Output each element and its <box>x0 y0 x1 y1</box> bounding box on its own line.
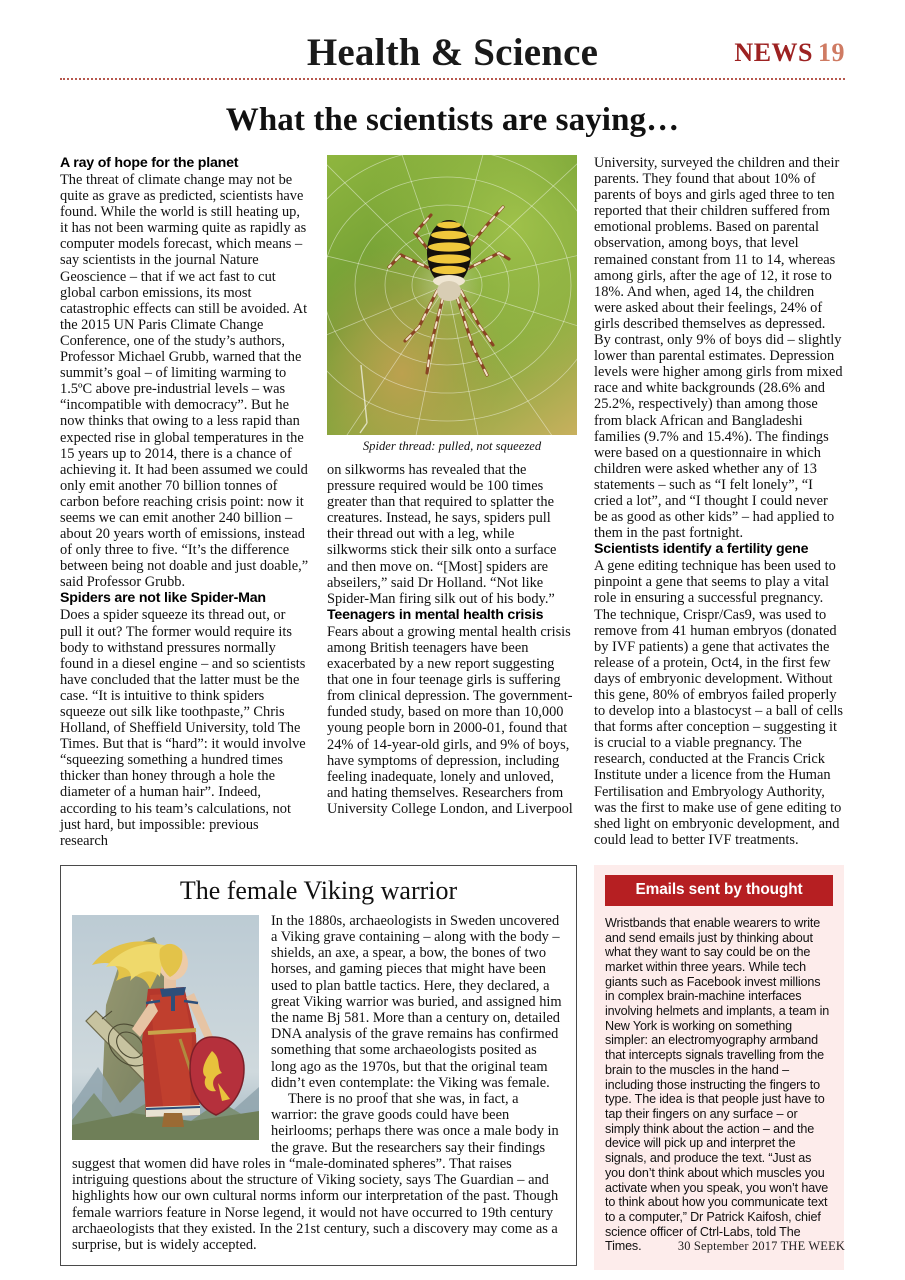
masthead-divider <box>60 78 845 80</box>
body-ray-of-hope: The threat of climate change may not be quite as grave as predicted, scientists have found. While the world is still heating up, it has not been warming quite as rapidly as computer models forecast, which means – say scientists in the journal Nature Geoscience – that if we act fast to cut global carbon emissions, its most catastrophic effects can still be avoided. At the 2015 UN Paris Climate Change Conference, one of the study’s authors, Professor Michael Grubb, warned that the summit’s goal – of limiting warming to 1.5ºC above pre-industrial levels – was “incompatible with democracy”. But he now thinks that owing to a less rapid than expected rise in global temperatures in the 15 years up to 2014, there is a chance of achieving it. It had been assumed we could only emit another 70 billion tonnes of carbon before reaching crisis point: now it seems we can emit another 240 billion – about 20 years worth of emissions, instead of only three to five. “It’s the difference between being not doable and just doable,” said Professor Grubb. <box>60 172 309 591</box>
body-fertility: A gene editing technique has been used to pinpoint a gene that seems to play a vital role in ensuring a successful pregnancy. The technique, Crispr/Cas9, was used to remove from 41 human embryos (donated by IVF patients) a gene that activates the release of a protein, Oct4, in the first few days of embryonic development. Without this gene, 80% of embryos failed properly to develop into a blastocyst – a ball of cells that forms after conception – suggesting it is crucial to a viable pregnancy. The research, conducted at the Francis Crick Institute under a licence from the Human Fertilisation and Embryology Authority, was the first to make use of gene editing to shed light on embryonic development, and could lead to better IVF treatments. <box>594 558 843 848</box>
viking-illustration <box>72 915 259 1140</box>
spider-photo <box>327 155 577 435</box>
viking-article-box <box>60 865 577 1266</box>
page-footer: 30 September 2017 THE WEEK <box>677 1239 845 1253</box>
column-1 <box>60 155 310 849</box>
spider-figure <box>327 155 577 453</box>
emails-sidebar-panel <box>594 865 844 1270</box>
section-label <box>734 38 845 68</box>
page-number: 19 <box>818 38 845 67</box>
body-spiders-col1: Does a spider squeeze its thread out, or pull it out? The former would require its body to withstand pressures normally found in a diesel engine – and so scientists have concluded that the latter must be the case. “It is intuitive to think spiders squeeze out silk like toothpaste,” Chris Holland, of Sheffield University, told The Times. But that is “hard”: it would involve “squeezing something a hundred times thicker than honey through a hole the diameter of a human hair”. Indeed, according to his team’s calculations, not just hard, but impossible: previous research <box>60 607 306 849</box>
heading-ray-of-hope: A ray of hope for the planet <box>60 155 239 171</box>
page-title: What the scientists are saying… <box>225 102 680 138</box>
body-teenagers-col3: University, surveyed the children and their parents. They found that about 10% of parents of boys and girls aged three to ten reported that their children suffered from emotional problems. Based on parental observation, among boys, that level remained constant from 11 to 14, whereas among girls, after the age of 12, it rose to 18%. And when, aged 14, the children were asked about their feelings, 24% of girls described themselves as depressed. By contrast, only 9% of boys did – slightly lower than parental estimates. Depression levels were higher among girls from mixed race and white backgrounds (28.6% and 25.2%, respectively) than among those from black African and Bangladeshi families (9.7% and 15.4%). The findings were based on a questionnaire in which children were asked whether any of 13 statements – such as “I felt lonely”, “I cried a lot”, and “I thought I could never be as good as other kids” – had applied to them in the past fortnight. <box>594 155 843 542</box>
heading-teenagers: Teenagers in mental health crisis <box>327 606 544 623</box>
heading-spiders: Spiders are not like Spider-Man <box>60 590 266 607</box>
emails-panel-body: Wristbands that enable wearers to write and send emails just by thinking about what they want to say could be on the market within three years. While tech giants such as Facebook invest millions in complex brain-machine interfaces involving helmets and implants, a team in New York is working on something simpler: an electromyography armband that intercepts signals travelling from the brain to the muscles in the hand – including those instructing the fingers to type. The idea is that people just have to tap their fingers on any surface – or simply think about the action – and the device will pick up and interpret the signals, and produce the text. “Just as you don’t think about which muscles you activate when you speak, you won’t have to think about how you communicate text to a computer,” Dr Patrick Kaifosh, chief science officer of Ctrl-Labs, told The Times. <box>605 915 830 1254</box>
column-2 <box>327 155 577 817</box>
viking-woman-image <box>72 915 259 1140</box>
viking-paragraph-1: In the 1880s, archaeologists in Sweden uncovered a Viking grave containing – along with the body – shields, an axe, a spear, a bow, the bones of two horses, and gaming pieces that might have been used to plan battle tactics. Here, they declared, a great Viking warrior was buried, and assigned him the name Bj 581. More than a century on, detailed DNA analysis of the grave remains has confirmed something that some archaeologists posited as long ago as the 1970s, but that the original team didn’t even contemplate: the Viking was female. <box>271 912 562 1091</box>
viking-title: The female Viking warrior <box>179 875 458 905</box>
column-3 <box>594 155 844 848</box>
section-name: NEWS <box>734 38 813 67</box>
masthead-title: Health & Science <box>306 31 599 74</box>
heading-fertility: Scientists identify a fertility gene <box>594 541 809 558</box>
body-teenagers-col2: Fears about a growing mental health crisis among British teenagers have been exacerbated by a new report suggesting that one in four teenage girls is suffering from clinical depression. The government-funded study, based on more than 10,000 young people born in 2000-01, found that 24% of 14-year-old girls, and 9% of boys, have symptoms of depression, including feeling inadequate, lonely and unloved, and hating themselves. Researchers from University College London, and Liverpool <box>327 623 573 817</box>
figure-caption: Spider thread: pulled, not squeezed <box>362 439 542 453</box>
emails-panel-heading: Emails sent by thought <box>605 875 833 906</box>
spider-web-illustration <box>327 155 577 435</box>
body-spiders-col2: on silkworms has revealed that the pressure required would be 100 times greater than that required to splatter the creatures. Instead, he says, spiders pull their thread out with a leg, while silkworms stick their silk onto a surface and then move on. “[Most] spiders are abseilers,” said Dr Holland. “Not like Spider-Man firing silk out of his body.” <box>327 462 557 607</box>
viking-paragraph-2: There is no proof that she was, in fact, a warrior: the grave goods could have been heirlooms; perhaps there was once a male body in the grave. But the researchers say their findings suggest that women did have roles in “male-dominated spheres”. That raises intriguing questions about the structure of Viking society, says The Guardian – and highlights how our own cultural norms inform our interpretation of the past. Though female warriors feature in Norse legend, it would not have occurred to 19th century archaeologists that they existed. In the 21st century, such a discovery may come as a surprise, but is widely accepted. <box>72 1091 559 1253</box>
lower-section <box>60 865 845 1270</box>
article-columns <box>60 155 845 849</box>
masthead <box>60 0 845 74</box>
